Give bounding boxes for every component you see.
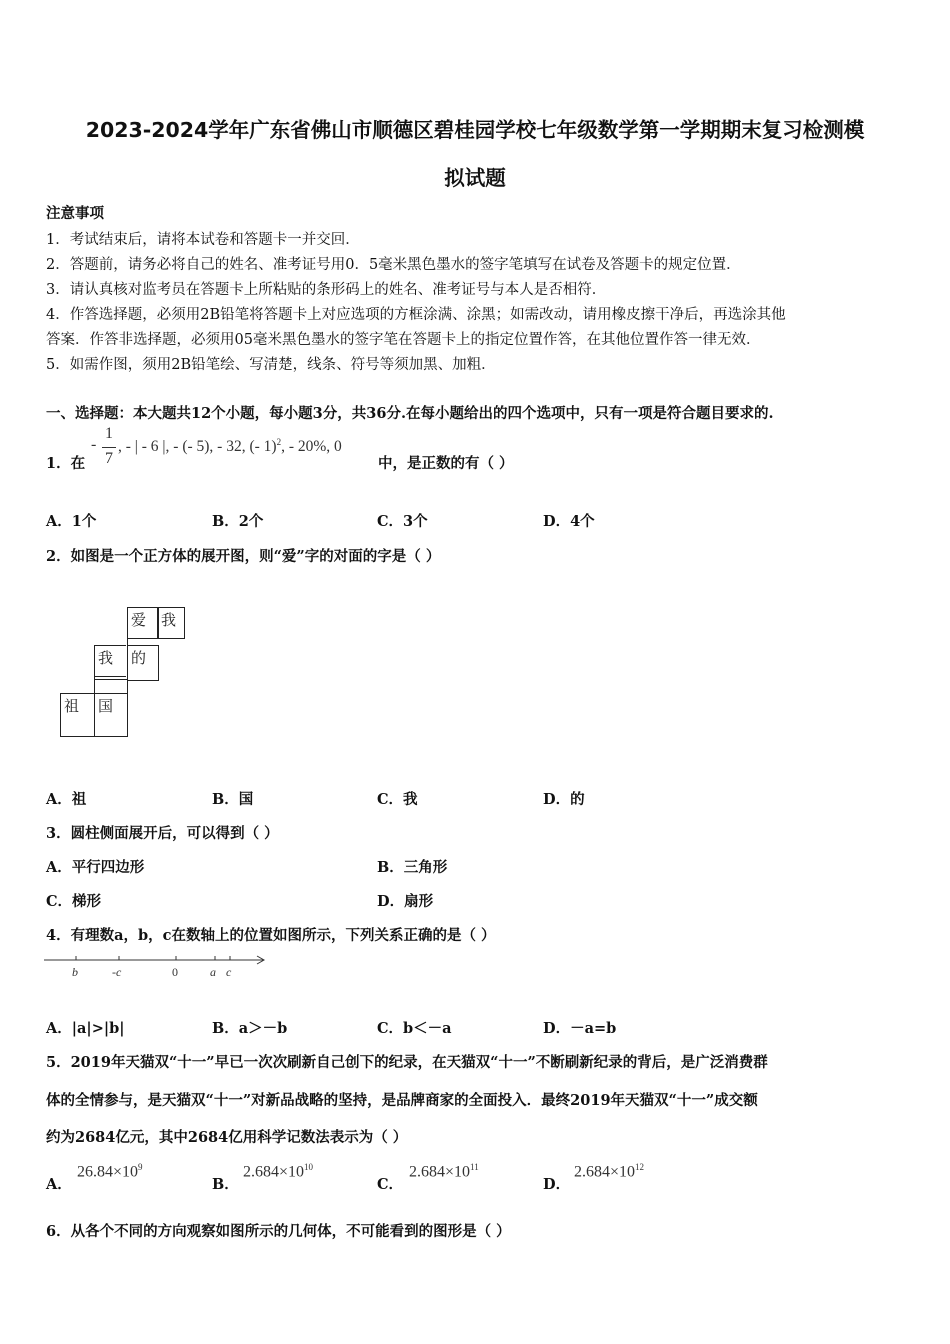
q2-stem: 2．如图是一个正方体的展开图，则“爱”字的对面的字是（ ） — [46, 548, 441, 565]
cube-net-line — [127, 679, 128, 695]
number-line-label-neg-c: -c — [112, 965, 122, 979]
q1-number: 1．在 — [46, 455, 86, 472]
q5-option-c: C． — [377, 1176, 404, 1193]
q5-option-b-exp: 10 — [304, 1162, 314, 1172]
q3-option-d: D．扇形 — [377, 893, 434, 910]
title-line-1: 2023-2024学年广东省佛山市顺德区碧桂园学校七年级数学第一学期期末复习检测模 — [85, 118, 865, 142]
q2-option-c: C．我 — [377, 791, 418, 808]
q6-stem: 6．从各个不同的方向观察如图所示的几何体，不可能看到的图形是（ ） — [46, 1223, 511, 1240]
q5-option-b: B． — [212, 1176, 239, 1193]
q1-option-a: A．1个 — [46, 513, 97, 530]
cube-cell-zu: 祖 — [60, 693, 96, 737]
q2-option-a: A．祖 — [46, 791, 87, 808]
q1-exponent: 2 — [276, 437, 282, 447]
q1-expr-part1: , - | - 6 |, - (- 5), - 32, (- 1) — [118, 438, 277, 456]
q3-option-a: A．平行四边形 — [46, 859, 145, 876]
q3-option-c: C．梯形 — [46, 893, 102, 910]
q5-option-d-base: 2.684×10 — [574, 1163, 636, 1181]
q2-option-d: D．的 — [543, 791, 585, 808]
q1-minus: - — [91, 436, 97, 453]
q1-frac-den: 7 — [105, 450, 113, 467]
q4-option-a: A．|a|>|b| — [46, 1020, 125, 1037]
notes-heading: 注意事项 — [46, 205, 104, 222]
q5-option-b-value — [243, 1162, 313, 1181]
notes-item-1: 1．考试结束后，请将本试卷和答题卡一并交回． — [46, 232, 360, 248]
notes-item-4a: 4．作答选择题，必须用2B铅笔将答题卡上对应选项的方框涂满、涂黑；如需改动，请用橡皮擦干净后，再选涂其他 — [46, 307, 786, 323]
notes-item-5: 5．如需作图，须用2B铅笔绘、写清楚，线条、符号等须加黑、加粗． — [46, 357, 496, 373]
number-line-label-c: c — [226, 965, 232, 979]
cube-cell-de: 的 — [127, 645, 159, 681]
q4-option-c: C．b＜－a — [377, 1020, 452, 1037]
q5-option-a-base: 26.84×10 — [77, 1163, 139, 1181]
cube-net-line — [94, 679, 128, 680]
number-line-label-b: b — [72, 965, 78, 979]
q5-option-a-exp: 9 — [138, 1162, 143, 1172]
q1-option-b: B．2个 — [212, 513, 264, 530]
q1-expr-part2: , - 20%, 0 — [281, 438, 342, 456]
cube-net-line — [127, 637, 128, 647]
q1-tail: 中，是正数的有（ ） — [378, 455, 514, 472]
q5-line-3: 约为2684亿元，其中2684亿用科学记数法表示为（ ） — [46, 1129, 408, 1146]
cube-cell-guo: 国 — [94, 693, 128, 737]
q5-line-1: 5．2019年天猫双“十一”早已一次次刷新自己创下的纪录，在天猫双“十一”不断刷新纪录的背后，是广泛消费群 — [46, 1054, 768, 1071]
q3-option-b: B．三角形 — [377, 859, 448, 876]
title-line-2: 拟试题 — [444, 166, 506, 190]
q1-frac-num: 1 — [105, 425, 113, 442]
q5-option-d: D． — [543, 1176, 571, 1193]
q1-option-d: D．4个 — [543, 513, 595, 530]
q3-stem: 3．圆柱侧面展开后，可以得到（ ） — [46, 825, 279, 842]
notes-item-2: 2．答题前，请务必将自己的姓名、准考证号用0．5毫米黑色墨水的签字笔填写在试卷及答题卡的规定位置． — [46, 257, 741, 273]
q2-option-b: B．国 — [212, 791, 254, 808]
q5-option-a-value — [77, 1162, 143, 1181]
q5-option-c-base: 2.684×10 — [409, 1163, 471, 1181]
cube-cell-wo-top: 我 — [157, 607, 185, 639]
notes-item-4b: 答案．作答非选择题，必须用05毫米黑色墨水的签字笔在答题卡上的指定位置作答，在其他位置作答一律无效． — [46, 332, 761, 348]
q1-option-c: C．3个 — [377, 513, 428, 530]
q4-option-b: B．a＞－b — [212, 1020, 288, 1037]
q5-line-2: 体的全情参与，是天猫双“十一”对新品战略的坚持，是品牌商家的全面投入．最终2019年天猫双“十一”成交额 — [46, 1092, 758, 1109]
q5-option-c-value — [409, 1162, 479, 1181]
number-line-label-zero: 0 — [172, 965, 178, 979]
cube-cell-ai: 爱 — [127, 607, 159, 639]
q5-option-d-exp: 12 — [635, 1162, 645, 1172]
q4-stem: 4．有理数a，b，c在数轴上的位置如图所示，下列关系正确的是（ ） — [46, 927, 496, 944]
cube-cell-wo: 我 — [94, 645, 126, 677]
number-line-label-a: a — [210, 965, 216, 979]
notes-item-3: 3．请认真核对监考员在答题卡上所粘贴的条形码上的姓名、准考证号与本人是否相符． — [46, 282, 607, 298]
section-1-heading: 一、选择题：本大题共12个小题，每小题3分，共36分.在每小题给出的四个选项中，只有一项是符合题目要求的. — [46, 405, 774, 422]
q5-option-c-exp: 11 — [470, 1162, 479, 1172]
q5-option-d-value — [574, 1162, 644, 1181]
q5-option-a: A． — [46, 1176, 72, 1193]
q5-option-b-base: 2.684×10 — [243, 1163, 305, 1181]
q1-expression — [118, 437, 342, 456]
q1-frac-bar — [102, 447, 116, 448]
q4-option-d: D．－a=b — [543, 1020, 617, 1037]
